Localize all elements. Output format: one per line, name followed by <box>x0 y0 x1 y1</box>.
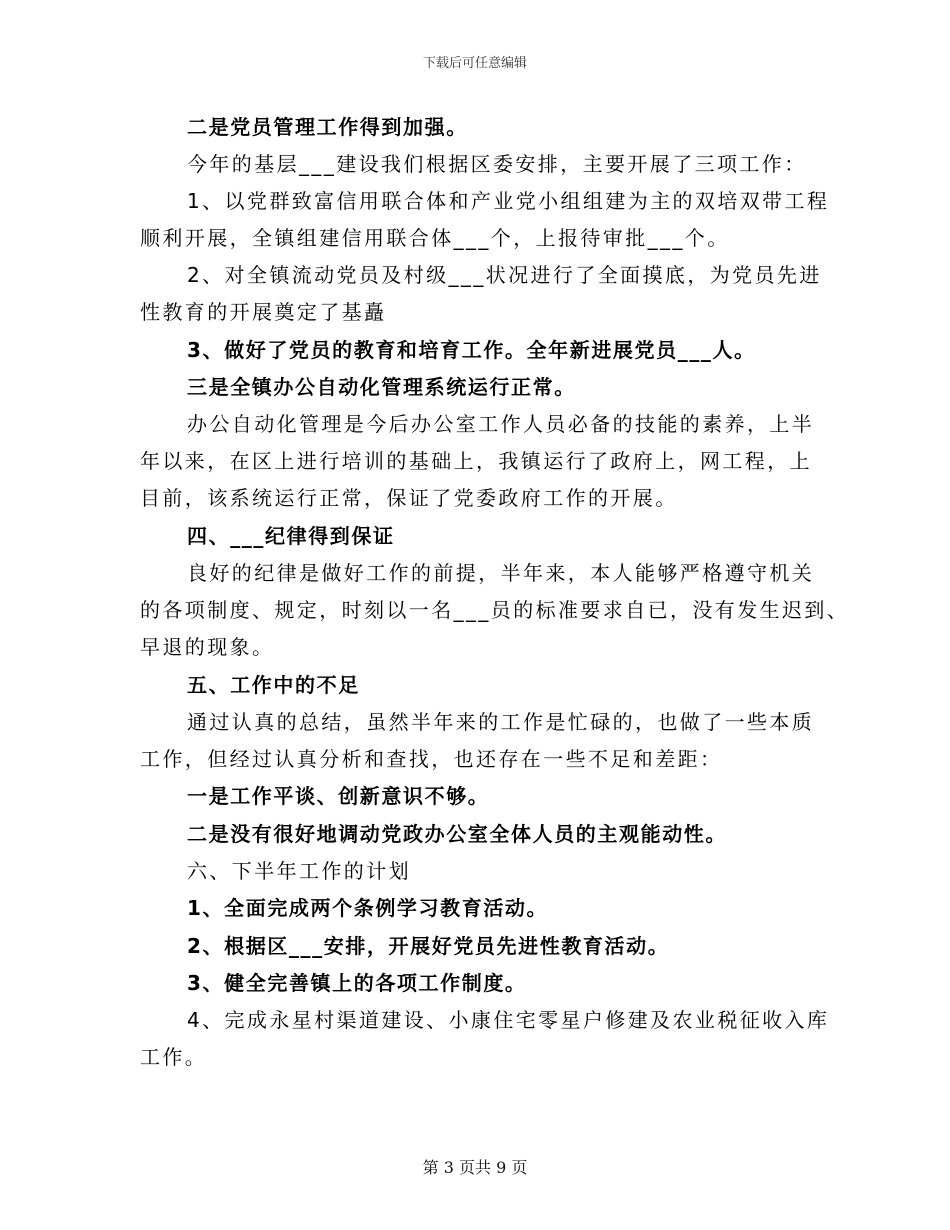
text-line: 三是全镇办公自动化管理系统运行正常。 <box>187 375 576 399</box>
text-line: 1、以党群致富信用联合体和产业党小组组建为主的双培双带工程 <box>187 189 830 213</box>
page-footer: 第 3 页共 9 页 <box>422 1158 528 1177</box>
text-line: 性教育的开展奠定了基矗 <box>140 300 387 324</box>
text-line: 2、根据区___安排，开展好党员先进性教育活动。 <box>187 934 670 958</box>
text-line: 通过认真的总结，虽然半年来的工作是忙碌的，也做了一些本质 <box>187 710 815 734</box>
text-line: 4、完成永星村渠道建设、小康住宅零星户修建及农业税征收入库 <box>187 1008 830 1032</box>
text-line: 3、健全完善镇上的各项工作制度。 <box>187 971 527 995</box>
text-line: 顺利开展，全镇组建信用联合体___个，上报待审批___个。 <box>140 226 730 250</box>
text-line: 一是工作平谈、创新意识不够。 <box>187 784 490 808</box>
text-line: 工作。 <box>140 1045 208 1069</box>
page-header: 下载后可任意编辑 <box>422 56 527 71</box>
text-line: 办公自动化管理是今后办公室工作人员必备的技能的素养，上半 <box>187 412 815 436</box>
text-line: 六、下半年工作的计划 <box>187 859 411 883</box>
text-line: 四、___纪律得到保证 <box>187 524 395 548</box>
text-line: 3、做好了党员的教育和培育工作。全年新进展党员___人。 <box>187 338 756 362</box>
text-line: 早退的现象。 <box>140 635 275 659</box>
text-line: 二是党员管理工作得到加强。 <box>187 115 468 139</box>
text-line: 今年的基层___建设我们根据区委安排，主要开展了三项工作： <box>187 152 807 176</box>
text-line: 目前，该系统运行正常，保证了党委政府工作的开展。 <box>140 486 678 510</box>
text-line: 良好的纪律是做好工作的前提，半年来，本人能够严格遵守机关 <box>187 561 815 585</box>
text-line: 1、全面完成两个条例学习教育活动。 <box>187 896 549 920</box>
text-line: 二是没有很好地调动党政办公室全体人员的主观能动性。 <box>187 822 727 846</box>
text-line: 年以来，在区上进行培训的基础上，我镇运行了政府上，网工程，上 <box>140 449 812 473</box>
text-line: 五、工作中的不足 <box>187 673 360 697</box>
text-line: 2、对全镇流动党员及村级___状况进行了全面摸底，为党员先进 <box>187 263 822 287</box>
text-line: 的各项制度、规定，时刻以一名___员的标准要求自已，没有发生迟到、 <box>140 598 850 622</box>
text-line: 工作，但经过认真分析和查找，也还存在一些不足和差距： <box>140 747 723 771</box>
